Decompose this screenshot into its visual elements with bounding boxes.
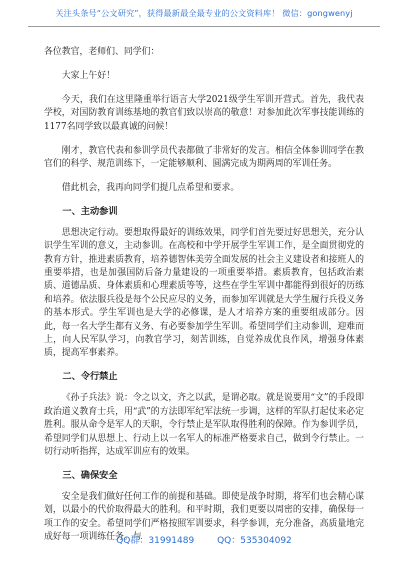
section-heading-3: 三、确保安全 — [62, 469, 118, 481]
salutation: 各位教官，老师们、同学们： — [44, 47, 160, 57]
paragraph-section-1: 思想决定行动。要想取得最好的训练效果，同学们首先要过好思想关，充分认识学生军训的意义，主动参训。在高校和中学开展学生军训工作，是全面贯彻党的教育方针，推进素质教育，培养德智体美劳全面发展的社会主义建设者和接班人的重要举措，也是加强国防后备力量建设的一项重要举措。素质教育，包括政治素质、道德品质、身体素质和心理素质等等，这些在学生军训中都能得到很好的历练和培养。依法服兵役是每个公民应尽的义务，而参加军训就是大学生履行兵役义务的基本形式。学生军训也是大学的必修课，是人才培养方案的重要组成部分。因此，每一名大学生都有义务、有必要参加学生军训。希望同学们主动参训，迎难而上，向人民军队学习，向教官学习，刻苦训练，自觉养成优良作风，增强身体素质，提高军事素养。 — [44, 227, 364, 359]
paragraph-transition: 借此机会，我再向同学们提几点希望和要求。 — [61, 182, 240, 193]
section-heading-2: 二、令行禁止 — [62, 371, 118, 383]
paragraph-section-3: 安全是我们做好任何工作的前提和基础。即使是战争时期，将军们也会精心谋划，以最小的代价取得最大的胜利。和平时期，我们更要以周密的安排，确保每一项工作的安全。希望同学们严格按照军训要求，科学参训，充分准备，高质量地完成好每一项训练任务。与 — [44, 491, 364, 543]
speech-body — [44, 46, 364, 555]
paragraph-opening: 今天，我们在这里隆重举行语言大学2021级学生军训开营式。首先，我代表学校，对国防教育训练基地的教官们致以崇高的敬意！对参加此次军事技能训练的1177名同学致以最真诚的问候！ — [44, 94, 364, 132]
paragraph-representatives: 刚才，教官代表和参训学员代表都做了非常好的发言。相信全体参训同学在教官们的科学、规范训练下，一定能够顺利、圆满完成为期两周的军训任务。 — [44, 145, 364, 169]
footer-qq-number: QQ：535304092 — [217, 536, 292, 546]
header-divider — [28, 26, 380, 27]
section-heading-1: 一、主动参训 — [62, 205, 118, 217]
header-banner: 关注头条号“公文研究”，获得最新最全最专业的公文资料库！ 微信：gongwenyj — [55, 8, 353, 18]
greeting: 大家上午好！ — [61, 70, 116, 81]
footer-qq-group: QQ群：31991489 — [116, 536, 195, 546]
paragraph-section-2: 《孙子兵法》说：令之以文，齐之以武，是谓必取。就是说要用“文”的手段即政治道义教育士兵，用“武”的方法即军纪军法统一步调，这样的军队打起仗来必定胜利。服从命令是军人的天职，令行禁止是军队取得胜利的保障。作为参训学员，希望同学们从思想上、行动上以一名军人的标准严格要求自己，做到令行禁止。一切行动听指挥，达成军训应有的效果。 — [44, 393, 364, 457]
footer-contact — [0, 533, 408, 546]
